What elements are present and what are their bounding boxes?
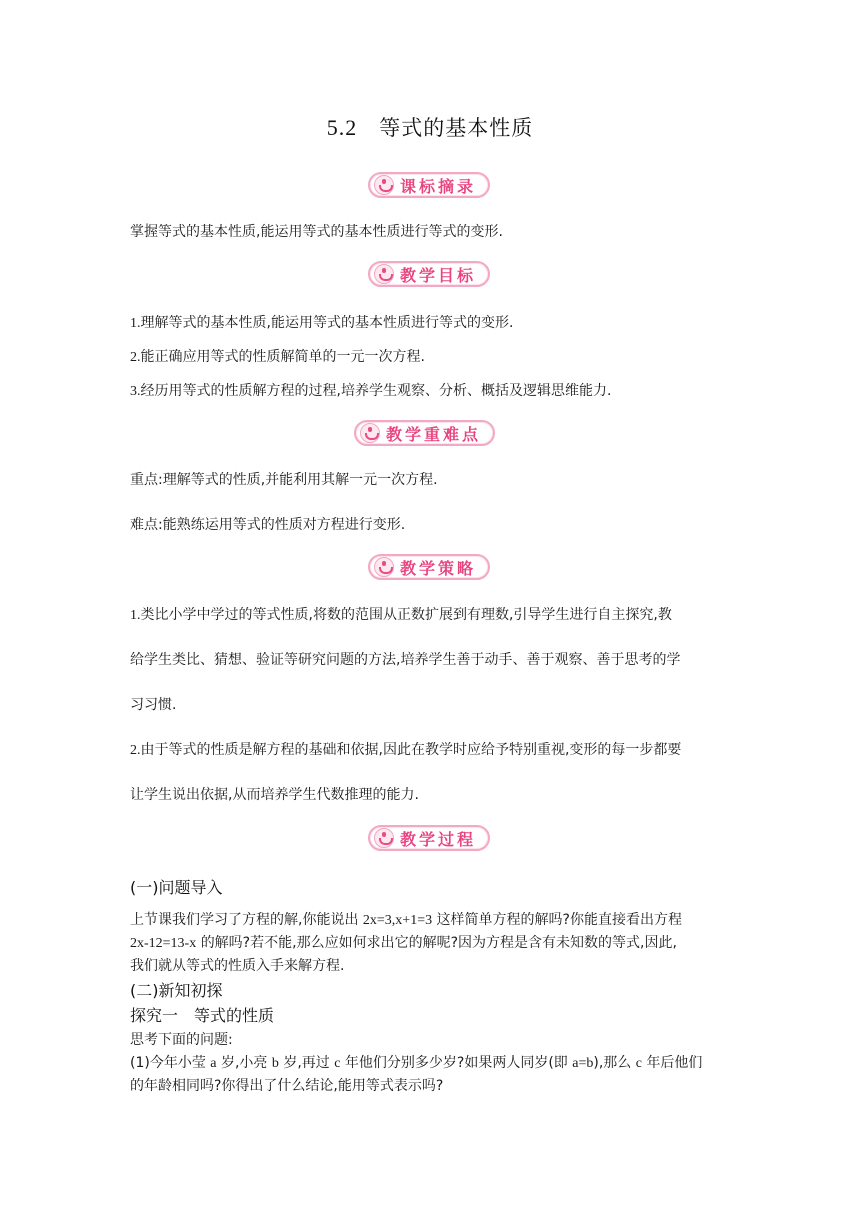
- strategy-line: 1.类比小学中学过的等式性质,将数的范围从正数扩展到有理数,引导学生进行自主探究,教: [130, 607, 672, 623]
- badge-label: 课标摘录: [400, 176, 477, 196]
- book-icon: [374, 557, 394, 577]
- section-number: 5.2: [326, 115, 358, 140]
- strategy-line: 给学生类比、猜想、验证等研究问题的方法,培养学生善于动手、善于观察、善于思考的学: [130, 652, 681, 668]
- badge-process: [368, 825, 490, 851]
- book-icon: [374, 828, 394, 848]
- badge-objectives: [368, 261, 490, 287]
- question-line: 的年龄相同吗?你得出了什么结论,能用等式表示吗?: [130, 1078, 444, 1094]
- book-icon: [374, 175, 394, 195]
- difficult-point-text: 难点:能熟练运用等式的性质对方程进行变形.: [130, 517, 406, 533]
- book-icon: [374, 264, 394, 284]
- standards-text: 掌握等式的基本性质,能运用等式的基本性质进行等式的变形.: [130, 224, 503, 240]
- strategy-line: 2.由于等式的性质是解方程的基础和依据,因此在教学时应给予特别重视,变形的每一步都要: [130, 742, 682, 758]
- key-point-text: 重点:理解等式的性质,并能利用其解一元一次方程.: [130, 472, 438, 488]
- objective-item: 3.经历用等式的性质解方程的过程,培养学生观察、分析、概括及逻辑思维能力.: [130, 383, 612, 399]
- strategy-line: 让学生说出依据,从而培养学生代数推理的能力.: [130, 787, 419, 803]
- objective-item: 1.理解等式的基本性质,能运用等式的基本性质进行等式的变形.: [130, 315, 514, 331]
- section-title: 等式的基本性质: [379, 116, 534, 140]
- think-prompt: 思考下面的问题:: [130, 1032, 233, 1048]
- badge-strategy: [368, 554, 490, 580]
- objective-item: 2.能正确应用等式的性质解简单的一元一次方程.: [130, 349, 425, 365]
- badge-label: 教学策略: [400, 558, 477, 578]
- question-line: (1)今年小莹 a 岁,小亮 b 岁,再过 c 年他们分别多少岁?如果两人同岁(即 a=b),那么 c 年后他们: [130, 1055, 703, 1071]
- explore-heading: 探究一 等式的性质: [130, 1006, 275, 1025]
- badge-label: 教学目标: [400, 265, 477, 285]
- badge-standards: [368, 172, 490, 198]
- strategy-line: 习习惯.: [130, 697, 177, 713]
- part-heading: (二)新知初探: [130, 981, 223, 1000]
- intro-line: 我们就从等式的性质入手来解方程.: [130, 958, 345, 974]
- badge-label: 教学重难点: [386, 424, 482, 444]
- intro-line: 上节课我们学习了方程的解,你能说出 2x=3,x+1=3 这样简单方程的解吗?你能直接看出方程: [130, 912, 682, 928]
- badge-label: 教学过程: [400, 829, 477, 849]
- page-title: [0, 112, 860, 142]
- badge-key-points: [354, 420, 495, 446]
- part-heading: (一)问题导入: [130, 878, 223, 897]
- intro-line: 2x-12=13-x 的解吗?若不能,那么应如何求出它的解呢?因为方程是含有未知数的等式,因此,: [130, 935, 677, 951]
- book-icon: [360, 423, 380, 443]
